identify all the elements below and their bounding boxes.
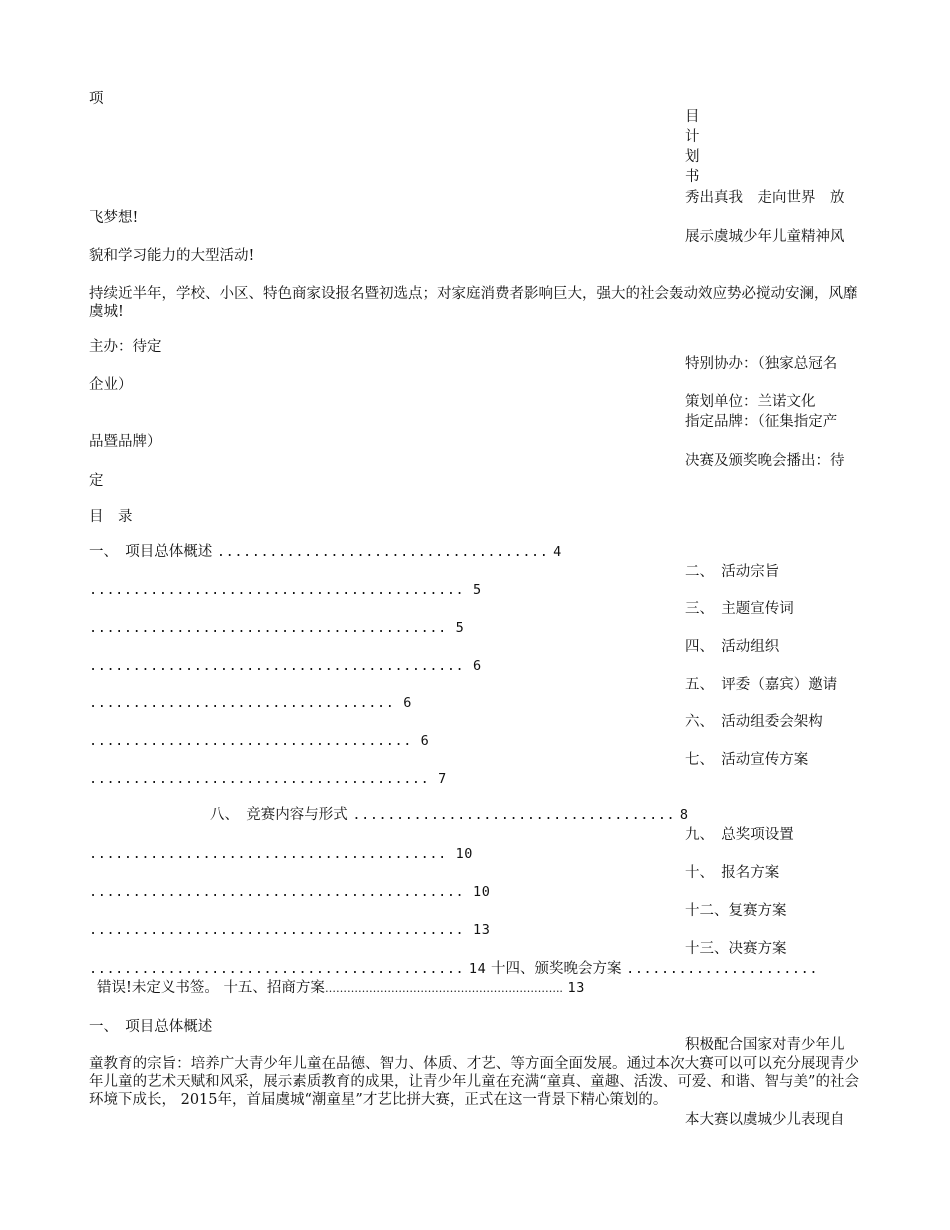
toc-item-dots-line (89, 845, 473, 863)
toc-item-page: 5 (473, 582, 482, 598)
toc-item-label[interactable]: 五、 评委（嘉宾）邀请 (685, 677, 838, 693)
toc-combined-line (89, 960, 818, 978)
toc-title: 目 录 (89, 509, 133, 525)
toc-item-dots-line (89, 657, 482, 675)
toc-item-error: 错误!未定义书签。 (97, 980, 219, 996)
toc-item-page: 10 (455, 846, 474, 862)
toc-item-dots-line (89, 694, 412, 712)
toc-item-page: 5 (455, 620, 465, 636)
toc-item-dots: ......................................... (89, 846, 447, 862)
toc-item-page: 13 (473, 922, 491, 938)
co-organizer-line-1: 特别协办：（独家总冠名 (685, 356, 838, 372)
display-line-1: 展示虞城少年儿童精神风 (685, 229, 845, 245)
toc-item-label[interactable]: 九、 总奖项设置 (685, 827, 794, 843)
toc-item-dots: ..................................... (89, 733, 412, 749)
toc-item-page: 7 (438, 771, 447, 787)
toc-item-label[interactable]: 十、 报名方案 (685, 865, 780, 881)
toc-item-page: 8 (679, 807, 689, 823)
toc-item-dots: ...................................... (216, 544, 549, 560)
toc-item-dots-line (89, 883, 491, 901)
toc-item-dots-line (89, 581, 482, 599)
toc-item[interactable] (210, 806, 689, 824)
toc-item-dots-line (89, 619, 464, 637)
toc-item-page: 4 (553, 544, 562, 560)
toc-item-dots: ........................................... (89, 922, 465, 938)
toc-item-label[interactable]: 十五、招商方案 (223, 980, 325, 996)
toc-item-dots: ........................................... (89, 884, 465, 900)
broadcast-line-2: 定 (89, 473, 104, 489)
toc-item-page: 10 (473, 884, 491, 900)
toc-item-label[interactable]: 十三、决赛方案 (685, 941, 787, 957)
cover-char-hua: 划 (685, 149, 700, 165)
section-heading: 一、 项目总体概述 (89, 1019, 213, 1035)
toc-item-label[interactable]: 十二、复赛方案 (685, 903, 787, 919)
toc-item-dots: ........................................... (89, 961, 465, 977)
toc-item-dots: ........................................... (89, 582, 465, 598)
toc-item-dots: ........................................... (89, 658, 465, 674)
toc-item-page: 6 (473, 658, 482, 674)
section-para-next: 本大赛以虞城少儿表现自 (685, 1112, 845, 1128)
toc-item-dots-line (89, 732, 429, 750)
planner-line: 策划单位：兰诺文化 (685, 394, 816, 410)
toc-item-dots: ...................... (626, 961, 819, 977)
slogan-line-2: 飞梦想! (89, 210, 139, 226)
toc-error-line (97, 979, 585, 998)
section-para-start: 积极配合国家对青少年儿 (685, 1037, 845, 1053)
toc-item-dots: ................................... (89, 695, 395, 711)
broadcast-line-1: 决赛及颁奖晚会播出：待 (685, 453, 845, 469)
cover-char-shu: 书 (685, 169, 700, 185)
brand-line-1: 指定品牌：（征集指定产 (685, 414, 838, 430)
section-paragraph: 童教育的宗旨：培养广大青少年儿童在品德、智力、体质、才艺、等方面全面发展。通过本次大赛可以可以充分展现青少年儿童的艺术天赋和风采，展示素质教育的成果，让青少年儿童在充满“童真、童趣、活泼、可爱、和谐、智与美”的社会环境下成长， 2015年，首届虞城“潮童星”才艺比拼大赛，正式在这一背景下精心策划的。 (89, 1056, 859, 1108)
toc-item-label[interactable]: 三、 主题宣传词 (685, 601, 794, 617)
toc-item-page: 6 (403, 695, 412, 711)
co-organizer-line-2: 企业） (89, 377, 133, 393)
toc-item-dots: ..................................... (352, 807, 676, 823)
toc-item-page: 6 (420, 733, 430, 749)
cover-char-ji: 计 (685, 129, 700, 145)
toc-item-label[interactable]: 二、 活动宗旨 (685, 564, 780, 580)
display-line-2: 貌和学习能力的大型活动! (89, 248, 255, 264)
cover-char-mu: 目 (685, 109, 700, 125)
toc-item-dots-line (89, 770, 447, 788)
brand-line-2: 品暨品牌） (89, 434, 162, 450)
toc-item-label[interactable]: 六、 活动组委会架构 (685, 714, 823, 730)
toc-item-label: 一、 项目总体概述 (89, 544, 213, 560)
cover-char-xiang: 项 (89, 91, 104, 107)
toc-item-label[interactable]: 七、 活动宣传方案 (685, 752, 809, 768)
toc-item-label: 八、 竞赛内容与形式 (210, 807, 348, 823)
toc-item-label[interactable]: 四、 活动组织 (685, 639, 780, 655)
host-line: 主办：待定 (89, 339, 162, 355)
toc-item-page: 13 (567, 980, 586, 996)
toc-item-dots: ....................................... (89, 771, 430, 787)
toc-item-dots: ……………………………………………………….. (324, 982, 563, 995)
slogan-line-1: 秀出真我 走向世界 放 (685, 190, 845, 206)
toc-item-page: 14 (468, 961, 487, 977)
impact-paragraph: 持续近半年，学校、小区、特色商家设报名暨初选点；对家庭消费者影响巨大，强大的社会轰动效应势必搅动安澜，风靡虞城! (89, 286, 858, 320)
toc-item[interactable] (89, 543, 562, 561)
toc-item-label[interactable]: 十四、颁奖晚会方案 (490, 961, 622, 977)
toc-item-dots: ......................................... (89, 620, 447, 636)
toc-item-dots-line (89, 921, 491, 939)
